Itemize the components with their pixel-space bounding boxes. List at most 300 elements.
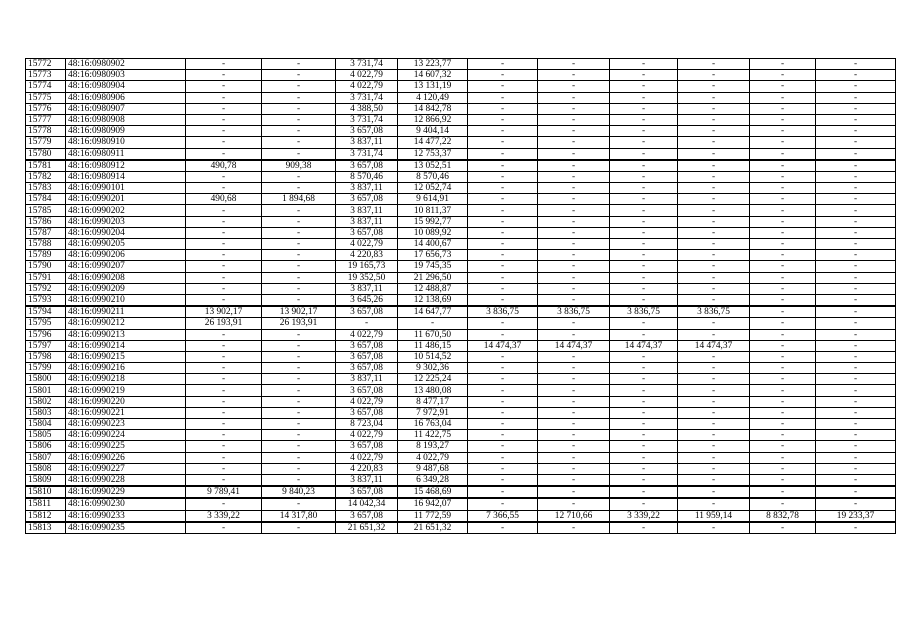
table-row	[26, 216, 896, 227]
value-cell: -	[538, 59, 610, 70]
cadastral-number-cell: 48:16:0990229	[66, 486, 186, 498]
value-cell: -	[186, 227, 262, 238]
row-number-cell: 15783	[26, 183, 66, 194]
value-cell: -	[538, 283, 610, 294]
table-row	[26, 160, 896, 172]
value-cell: -	[538, 498, 610, 510]
value-cell: 13 902,17	[186, 306, 262, 318]
row-number-cell: 15809	[26, 474, 66, 486]
value-cell: -	[610, 486, 678, 498]
value-cell: -	[816, 272, 896, 283]
value-cell: 13 480,08	[398, 385, 468, 396]
row-number-cell: 15782	[26, 171, 66, 182]
value-cell: -	[750, 340, 816, 351]
table-row	[26, 351, 896, 362]
value-cell: 3 657,08	[336, 126, 398, 137]
value-cell: -	[678, 419, 750, 430]
cadastral-number-cell: 48:16:0980904	[66, 81, 186, 92]
value-cell: 14 042,34	[336, 498, 398, 510]
value-cell: -	[750, 452, 816, 463]
value-cell: -	[678, 463, 750, 474]
value-cell: 4 220,83	[336, 463, 398, 474]
cadastral-number-cell: 48:16:0990224	[66, 430, 186, 441]
value-cell: -	[678, 329, 750, 340]
value-cell: 8 570,46	[336, 171, 398, 182]
table-row	[26, 126, 896, 137]
value-cell: 9 487,68	[398, 463, 468, 474]
table-row	[26, 70, 896, 81]
value-cell: -	[816, 205, 896, 216]
cadastral-number-cell: 48:16:0990221	[66, 407, 186, 418]
value-cell: -	[538, 430, 610, 441]
value-cell: -	[468, 294, 538, 306]
value-cell: 3 837,11	[336, 216, 398, 227]
value-cell: -	[750, 114, 816, 125]
value-cell: -	[750, 103, 816, 114]
value-cell: -	[678, 407, 750, 418]
value-cell: -	[750, 239, 816, 250]
value-cell: 14 400,67	[398, 239, 468, 250]
value-cell: -	[816, 430, 896, 441]
table-row	[26, 283, 896, 294]
value-cell: -	[538, 160, 610, 172]
table-row	[26, 340, 896, 351]
value-cell: -	[538, 70, 610, 81]
value-cell: -	[262, 283, 336, 294]
table-row	[26, 486, 896, 498]
value-cell: -	[678, 194, 750, 205]
value-cell: 19 165,73	[336, 261, 398, 272]
value-cell: -	[468, 407, 538, 418]
value-cell: -	[678, 430, 750, 441]
value-cell: 26 193,91	[262, 318, 336, 329]
value-cell: -	[468, 329, 538, 340]
value-cell: -	[186, 92, 262, 103]
value-cell: -	[468, 474, 538, 486]
value-cell: -	[610, 137, 678, 148]
value-cell: -	[816, 183, 896, 194]
value-cell: -	[262, 81, 336, 92]
cadastral-number-cell: 48:16:0980910	[66, 137, 186, 148]
value-cell: -	[262, 92, 336, 103]
cadastral-number-cell: 48:16:0980902	[66, 59, 186, 70]
value-cell: 14 647,77	[398, 306, 468, 318]
cadastral-number-cell: 48:16:0990205	[66, 239, 186, 250]
cadastral-number-cell: 48:16:0980906	[66, 92, 186, 103]
value-cell: -	[468, 148, 538, 160]
value-cell: -	[538, 374, 610, 385]
cadastral-number-cell: 48:16:0990227	[66, 463, 186, 474]
table-row	[26, 522, 896, 534]
row-number-cell: 15794	[26, 306, 66, 318]
value-cell: -	[750, 283, 816, 294]
value-cell: 3 731,74	[336, 59, 398, 70]
cadastral-number-cell: 48:16:0990220	[66, 396, 186, 407]
value-cell: -	[816, 114, 896, 125]
cadastral-number-cell: 48:16:0990212	[66, 318, 186, 329]
value-cell: 14 607,32	[398, 70, 468, 81]
value-cell: -	[750, 81, 816, 92]
cadastral-number-cell: 48:16:0990223	[66, 419, 186, 430]
value-cell: 9 302,36	[398, 363, 468, 374]
cadastral-number-cell: 48:16:0980911	[66, 148, 186, 160]
value-cell: 3 657,08	[336, 486, 398, 498]
value-cell: -	[262, 183, 336, 194]
value-cell: -	[750, 294, 816, 306]
value-cell: -	[262, 396, 336, 407]
value-cell: 17 656,73	[398, 250, 468, 261]
value-cell: -	[186, 81, 262, 92]
value-cell: -	[262, 216, 336, 227]
value-cell: -	[678, 171, 750, 182]
value-cell: -	[262, 474, 336, 486]
row-number-cell: 15797	[26, 340, 66, 351]
value-cell: 12 225,24	[398, 374, 468, 385]
value-cell: -	[610, 205, 678, 216]
value-cell: -	[750, 261, 816, 272]
value-cell: -	[538, 92, 610, 103]
value-cell: 3 657,08	[336, 340, 398, 351]
value-cell: -	[538, 114, 610, 125]
table-row	[26, 498, 896, 510]
table-row	[26, 205, 896, 216]
value-cell: -	[816, 363, 896, 374]
value-cell: -	[186, 216, 262, 227]
value-cell: -	[610, 474, 678, 486]
table-row	[26, 239, 896, 250]
value-cell: -	[186, 250, 262, 261]
value-cell: 9 614,91	[398, 194, 468, 205]
value-cell: 8 570,46	[398, 171, 468, 182]
value-cell: -	[262, 59, 336, 70]
value-cell: -	[750, 205, 816, 216]
value-cell: -	[186, 498, 262, 510]
value-cell: 3 657,08	[336, 160, 398, 172]
row-number-cell: 15810	[26, 486, 66, 498]
row-number-cell: 15806	[26, 441, 66, 452]
value-cell: 8 477,17	[398, 396, 468, 407]
value-cell: -	[262, 239, 336, 250]
value-cell: -	[610, 103, 678, 114]
value-cell: 3 731,74	[336, 92, 398, 103]
value-cell: -	[816, 216, 896, 227]
row-number-cell: 15807	[26, 452, 66, 463]
value-cell: -	[610, 419, 678, 430]
value-cell: 4 022,79	[336, 396, 398, 407]
value-cell: -	[262, 171, 336, 182]
value-cell: 12 753,37	[398, 148, 468, 160]
value-cell: -	[678, 486, 750, 498]
value-cell: -	[262, 419, 336, 430]
value-cell: -	[610, 81, 678, 92]
value-cell: 3 731,74	[336, 114, 398, 125]
value-cell: 3 657,08	[336, 385, 398, 396]
row-number-cell: 15777	[26, 114, 66, 125]
value-cell: 3 339,22	[610, 510, 678, 522]
value-cell: -	[538, 452, 610, 463]
value-cell: -	[262, 148, 336, 160]
cadastral-number-cell: 48:16:0990201	[66, 194, 186, 205]
value-cell: -	[186, 396, 262, 407]
value-cell: 6 349,28	[398, 474, 468, 486]
value-cell: -	[610, 216, 678, 227]
value-cell: -	[610, 126, 678, 137]
value-cell: -	[262, 205, 336, 216]
value-cell: -	[538, 329, 610, 340]
table-body	[26, 59, 896, 534]
value-cell: 4 022,79	[336, 70, 398, 81]
value-cell: -	[468, 126, 538, 137]
row-number-cell: 15805	[26, 430, 66, 441]
value-cell: 3 657,08	[336, 407, 398, 418]
value-cell: -	[610, 148, 678, 160]
value-cell: -	[262, 430, 336, 441]
value-cell: -	[750, 385, 816, 396]
value-cell: -	[538, 250, 610, 261]
value-cell: 3 657,08	[336, 510, 398, 522]
value-cell: 3 657,08	[336, 306, 398, 318]
cadastral-number-cell: 48:16:0980907	[66, 103, 186, 114]
value-cell: -	[678, 227, 750, 238]
value-cell: 12 138,69	[398, 294, 468, 306]
value-cell: -	[538, 385, 610, 396]
value-cell: -	[398, 318, 468, 329]
row-number-cell: 15803	[26, 407, 66, 418]
value-cell: -	[468, 363, 538, 374]
value-cell: -	[750, 171, 816, 182]
value-cell: -	[610, 522, 678, 534]
value-cell: 11 772,59	[398, 510, 468, 522]
value-cell: 4 022,79	[336, 430, 398, 441]
value-cell: -	[538, 396, 610, 407]
row-number-cell: 15786	[26, 216, 66, 227]
value-cell: 14 474,37	[468, 340, 538, 351]
cadastral-number-cell: 48:16:0990101	[66, 183, 186, 194]
value-cell: -	[538, 261, 610, 272]
value-cell: -	[538, 441, 610, 452]
value-cell: -	[538, 351, 610, 362]
cadastral-number-cell: 48:16:0990207	[66, 261, 186, 272]
value-cell: -	[538, 486, 610, 498]
value-cell: -	[262, 114, 336, 125]
value-cell: -	[186, 294, 262, 306]
cadastral-number-cell: 48:16:0990235	[66, 522, 186, 534]
value-cell: -	[610, 250, 678, 261]
value-cell: -	[750, 474, 816, 486]
value-cell: 3 837,11	[336, 183, 398, 194]
value-cell: -	[610, 171, 678, 182]
value-cell: -	[468, 374, 538, 385]
value-cell: -	[468, 441, 538, 452]
value-cell: -	[610, 59, 678, 70]
value-cell: -	[262, 294, 336, 306]
value-cell: -	[678, 205, 750, 216]
value-cell: 3 731,74	[336, 148, 398, 160]
value-cell: 4 022,79	[336, 239, 398, 250]
value-cell: -	[750, 522, 816, 534]
value-cell: -	[610, 92, 678, 103]
value-cell: -	[750, 216, 816, 227]
table-row	[26, 171, 896, 182]
row-number-cell: 15774	[26, 81, 66, 92]
value-cell: -	[186, 340, 262, 351]
table-row	[26, 294, 896, 306]
value-cell: -	[468, 430, 538, 441]
value-cell: 8 193,27	[398, 441, 468, 452]
cadastral-number-cell: 48:16:0990203	[66, 216, 186, 227]
value-cell: -	[538, 363, 610, 374]
value-cell: -	[816, 227, 896, 238]
value-cell: 3 657,08	[336, 227, 398, 238]
value-cell: -	[262, 261, 336, 272]
value-cell: -	[186, 474, 262, 486]
value-cell: -	[468, 81, 538, 92]
value-cell: -	[186, 463, 262, 474]
value-cell: -	[816, 474, 896, 486]
value-cell: -	[750, 419, 816, 430]
row-number-cell: 15787	[26, 227, 66, 238]
value-cell: -	[186, 239, 262, 250]
value-cell: -	[186, 148, 262, 160]
value-cell: -	[538, 205, 610, 216]
table-row	[26, 194, 896, 205]
cadastral-number-cell: 48:16:0990208	[66, 272, 186, 283]
value-cell: 9 789,41	[186, 486, 262, 498]
value-cell: -	[816, 452, 896, 463]
value-cell: -	[678, 374, 750, 385]
row-number-cell: 15785	[26, 205, 66, 216]
value-cell: 21 651,32	[336, 522, 398, 534]
row-number-cell: 15812	[26, 510, 66, 522]
cadastral-number-cell: 48:16:0990228	[66, 474, 186, 486]
value-cell: -	[186, 385, 262, 396]
value-cell: -	[750, 227, 816, 238]
value-cell: -	[186, 329, 262, 340]
value-cell: -	[750, 59, 816, 70]
value-cell: -	[610, 396, 678, 407]
table-row	[26, 452, 896, 463]
value-cell: 14 477,22	[398, 137, 468, 148]
value-cell: -	[750, 148, 816, 160]
value-cell: -	[816, 103, 896, 114]
value-cell: -	[816, 59, 896, 70]
row-number-cell: 15788	[26, 239, 66, 250]
table-row	[26, 272, 896, 283]
value-cell: -	[186, 374, 262, 385]
value-cell: -	[538, 419, 610, 430]
cadastral-number-cell: 48:16:0990225	[66, 441, 186, 452]
value-cell: -	[186, 419, 262, 430]
value-cell: -	[538, 148, 610, 160]
table-row	[26, 81, 896, 92]
value-cell: -	[816, 261, 896, 272]
value-cell: -	[262, 103, 336, 114]
value-cell: 9 404,14	[398, 126, 468, 137]
row-number-cell: 15778	[26, 126, 66, 137]
value-cell: 3 657,08	[336, 363, 398, 374]
value-cell: -	[816, 318, 896, 329]
value-cell: -	[538, 194, 610, 205]
value-cell: -	[468, 103, 538, 114]
value-cell: -	[538, 318, 610, 329]
value-cell: -	[750, 430, 816, 441]
cadastral-number-cell: 48:16:0990216	[66, 363, 186, 374]
cadastral-number-cell: 48:16:0990210	[66, 294, 186, 306]
value-cell: -	[678, 239, 750, 250]
row-number-cell: 15779	[26, 137, 66, 148]
value-cell: -	[610, 261, 678, 272]
value-cell: -	[816, 283, 896, 294]
value-cell: -	[678, 126, 750, 137]
value-cell: -	[262, 340, 336, 351]
value-cell: -	[750, 183, 816, 194]
value-cell: -	[610, 294, 678, 306]
value-cell: -	[610, 452, 678, 463]
value-cell: 12 488,87	[398, 283, 468, 294]
value-cell: 11 670,50	[398, 329, 468, 340]
value-cell: -	[610, 272, 678, 283]
value-cell: 3 657,08	[336, 441, 398, 452]
value-cell: -	[262, 407, 336, 418]
value-cell: -	[678, 318, 750, 329]
row-number-cell: 15789	[26, 250, 66, 261]
table-row	[26, 441, 896, 452]
value-cell: -	[262, 272, 336, 283]
value-cell: -	[816, 486, 896, 498]
value-cell: 4 388,50	[336, 103, 398, 114]
value-cell: -	[186, 283, 262, 294]
value-cell: -	[750, 486, 816, 498]
cadastral-number-cell: 48:16:0990202	[66, 205, 186, 216]
value-cell: -	[610, 351, 678, 362]
value-cell: -	[678, 385, 750, 396]
row-number-cell: 15800	[26, 374, 66, 385]
value-cell: -	[186, 126, 262, 137]
value-cell: -	[262, 329, 336, 340]
table-row	[26, 385, 896, 396]
value-cell: 1 894,68	[262, 194, 336, 205]
value-cell: -	[468, 59, 538, 70]
value-cell: -	[816, 239, 896, 250]
value-cell: 10 514,52	[398, 351, 468, 362]
value-cell: -	[186, 351, 262, 362]
cadastral-number-cell: 48:16:0980903	[66, 70, 186, 81]
value-cell: -	[750, 329, 816, 340]
value-cell: -	[610, 407, 678, 418]
cadastral-number-cell: 48:16:0980908	[66, 114, 186, 125]
value-cell: -	[750, 250, 816, 261]
table-row	[26, 430, 896, 441]
cadastral-number-cell: 48:16:0990214	[66, 340, 186, 351]
value-cell: -	[750, 441, 816, 452]
value-cell: -	[610, 183, 678, 194]
value-cell: -	[186, 261, 262, 272]
value-cell: -	[468, 272, 538, 283]
value-cell: 3 657,08	[336, 351, 398, 362]
value-cell: -	[750, 160, 816, 172]
table-row	[26, 407, 896, 418]
row-number-cell: 15773	[26, 70, 66, 81]
value-cell: -	[610, 498, 678, 510]
table-row	[26, 419, 896, 430]
value-cell: -	[750, 194, 816, 205]
value-cell: -	[816, 194, 896, 205]
value-cell: -	[678, 137, 750, 148]
cadastral-number-cell: 48:16:0990215	[66, 351, 186, 362]
table-row	[26, 363, 896, 374]
table-row	[26, 261, 896, 272]
value-cell: -	[262, 126, 336, 137]
